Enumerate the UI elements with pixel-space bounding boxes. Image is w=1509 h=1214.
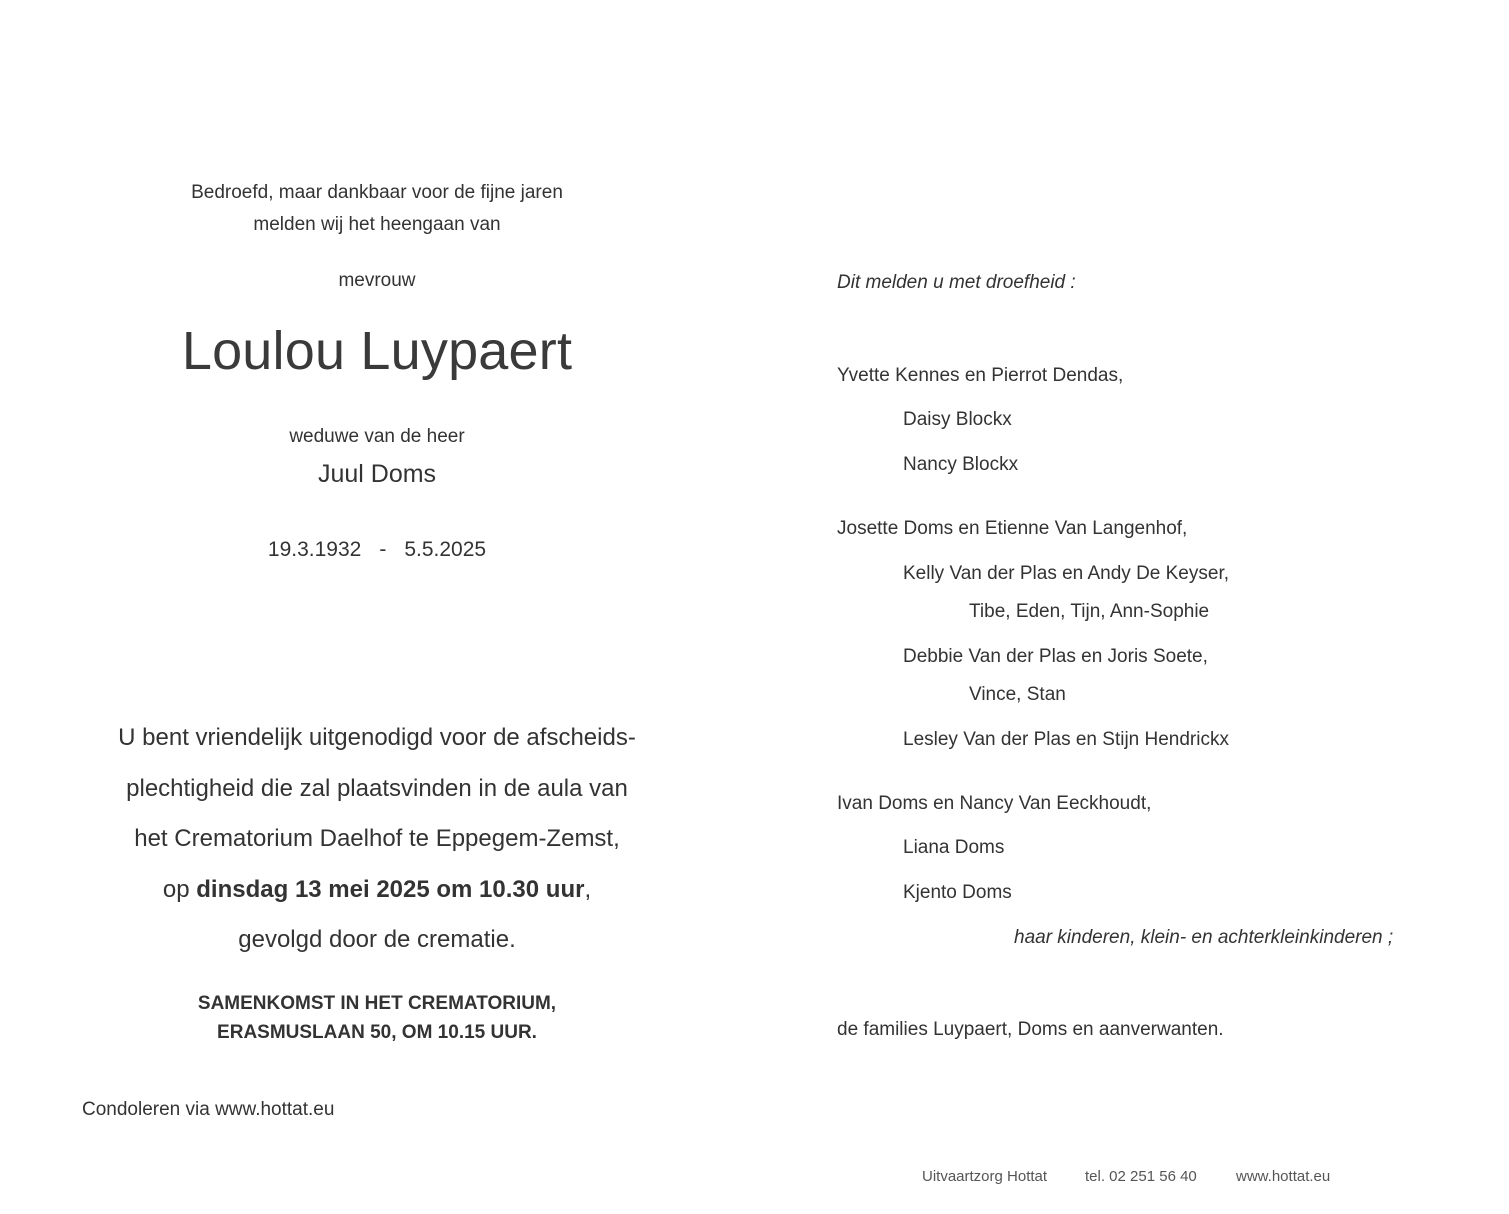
intro-text: [77, 177, 677, 241]
family-group-2-child-2-kids: Vince, Stan: [969, 684, 1066, 705]
family-group-1-child-2: Nancy Blockx: [903, 454, 1019, 475]
invitation-line-1: U bent vriendelijk uitgenodigd voor de afscheids-: [118, 724, 636, 751]
family-group-2-child-2: Debbie Van der Plas en Joris Soete,: [903, 646, 1208, 667]
family-group-1-child-1: Daisy Blockx: [903, 409, 1012, 430]
invitation-line-2: plechtigheid die zal plaatsvinden in de aula van: [126, 774, 628, 802]
condolences-link[interactable]: Condoleren via www.hottat.eu: [82, 1099, 335, 1120]
family-group-1-head: Yvette Kennes en Pierrot Dendas,: [837, 365, 1124, 386]
family-group-3-child-2: Kjento Doms: [903, 882, 1012, 903]
ceremony-datetime: dinsdag 13 mei 2025 om 10.30 uur: [196, 875, 585, 903]
footer-website[interactable]: www.hottat.eu: [1236, 1168, 1331, 1185]
invitation-line-3: het Crematorium Daelhof te Eppegem-Zemst,: [134, 825, 620, 852]
invitation-line-4: [77, 865, 677, 916]
deceased-title: mevrouw: [338, 270, 416, 291]
deceased-name: Loulou Luypaert: [181, 321, 573, 381]
date-separator: -: [379, 538, 387, 561]
invitation-line-5: gevolgd door de crematie.: [238, 926, 516, 953]
intro-line-1: Bedroefd, maar dankbaar voor de fijne jaren: [191, 182, 563, 203]
life-dates: [77, 538, 677, 562]
widow-of-label: weduwe van de heer: [289, 426, 465, 447]
invitation-line-4-suffix: ,: [584, 875, 592, 903]
footer-company: Uitvaartzorg Hottat: [922, 1168, 1048, 1185]
gathering-notice: [77, 989, 677, 1047]
family-group-3-child-1: Liana Doms: [903, 837, 1005, 858]
invitation-line-4-prefix: op: [162, 875, 197, 903]
intro-line-2: melden wij het heengaan van: [253, 214, 501, 235]
footer-phone: tel. 02 251 56 40: [1085, 1168, 1197, 1185]
descendants-line: haar kinderen, klein- en achterkleinkinderen ;: [1014, 927, 1394, 948]
family-group-2-child-1: Kelly Van der Plas en Andy De Keyser,: [903, 563, 1229, 584]
husband-name: Juul Doms: [317, 460, 437, 488]
invitation-text: [77, 713, 677, 966]
gathering-line-1: SAMENKOMST IN HET CREMATORIUM,: [197, 993, 557, 1014]
family-group-2-child-3: Lesley Van der Plas en Stijn Hendrickx: [903, 729, 1229, 750]
families-line: de families Luypaert, Doms en aanverwanten.: [837, 1019, 1224, 1040]
family-group-2-child-1-kids: Tibe, Eden, Tijn, Ann-Sophie: [969, 601, 1210, 622]
birth-date: 19.3.1932: [267, 538, 362, 561]
death-date: 5.5.2025: [404, 538, 487, 561]
family-group-2-head: Josette Doms en Etienne Van Langenhof,: [837, 518, 1188, 539]
family-group-3-head: Ivan Doms en Nancy Van Eeckhoudt,: [837, 793, 1152, 814]
gathering-line-2: ERASMUSLAAN 50, OM 10.15 UUR.: [217, 1022, 537, 1043]
family-heading: Dit melden u met droefheid :: [837, 272, 1076, 293]
